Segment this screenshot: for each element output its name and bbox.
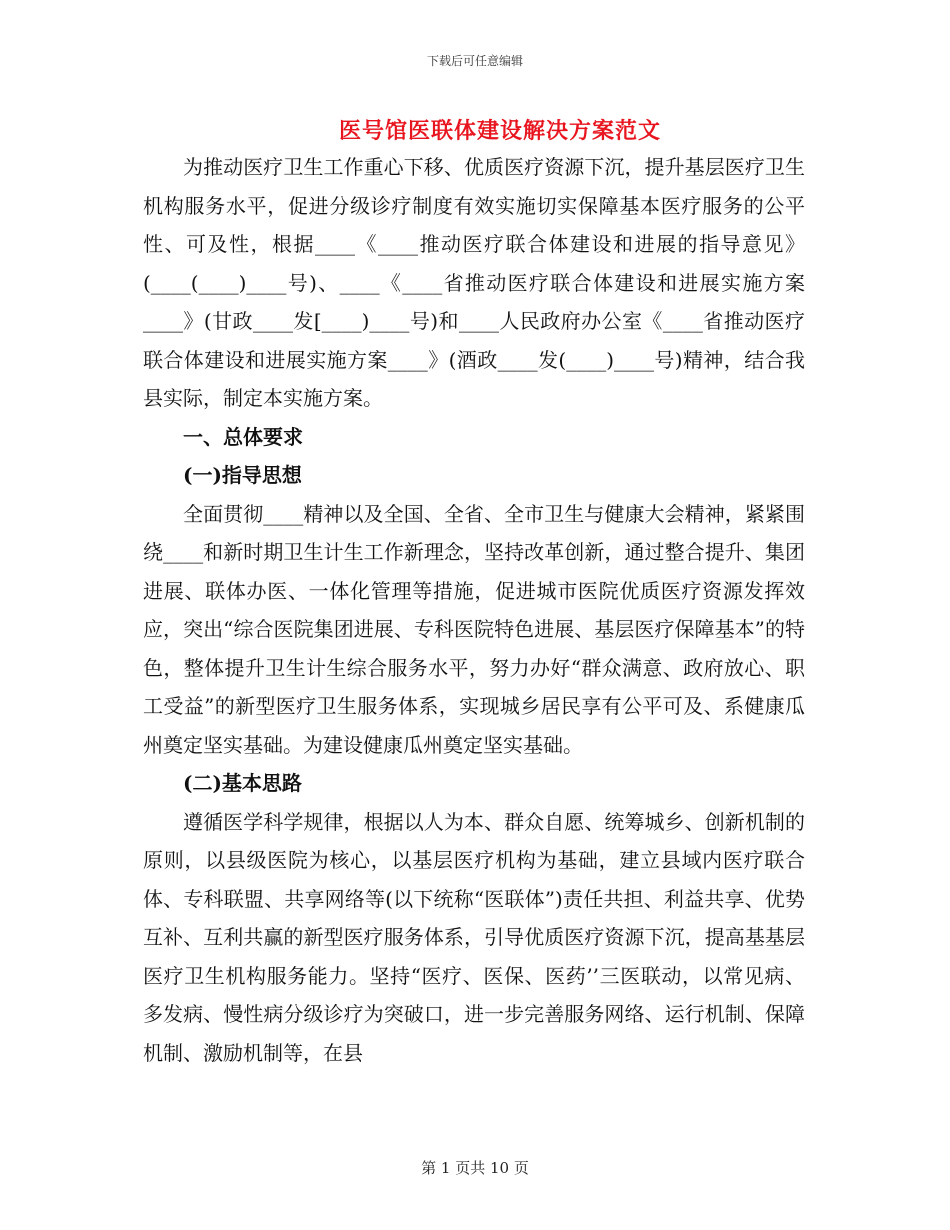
intro-paragraph: 为推动医疗卫生工作重心下移、优质医疗资源下沉，提升基层医疗卫生机构服务水平，促进分级诊疗制度有效实施切实保障基本医疗服务的公平性、可及性，根据____《____推动医疗联合体建设和进展的指导意见》(____(____)____号)、____《____省推动医疗联合体建设和进展实施方案____》(甘政____发[____)____号)和____人民政府办公室《____省推动医疗联合体建设和进展实施方案____》(酒政____发(____)____号)精神，结合我县实际，制定本实施方案。 [143, 155, 805, 410]
document-body [143, 148, 805, 1072]
basic-approach-paragraph: 遵循医学科学规律，根据以人为本、群众自愿、统筹城乡、创新机制的原则，以县级医院为核心，以基层医疗机构为基础，建立县域内医疗联合体、专科联盟、共享网络等(以下统称“医联体”)责任共担、利益共享、优势互补、互利共赢的新型医疗服务体系，引导优质医疗资源下沉，提高基基层医疗卫生机构服务能力。坚持“医疗、医保、医药’’三医联动，以常见病、多发病、慢性病分级诊疗为突破口，进一步完善服务网络、运行机制、保障机制、激励机制等，在县 [143, 809, 805, 1065]
page-header-note: 下载后可任意编辑 [426, 54, 523, 68]
page-footer-number: 第 1 页共 10 页 [421, 1159, 529, 1177]
subsection-heading-guiding-thought: (一)指导思想 [183, 463, 302, 487]
guiding-thought-paragraph: 全面贯彻____精神以及全国、全省、全市卫生与健康大会精神，紧紧围绕____和新时期卫生计生工作新理念，坚持改革创新，通过整合提升、集团进展、联体办医、一体化管理等措施，促进城市医院优质医疗资源发挥效应，突出“综合医院集团进展、专科医院特色进展、基层医疗保障基本”的特色，整体提升卫生计生综合服务水平，努力办好“群众满意、政府放心、职工受益”的新型医疗卫生服务体系，实现城乡居民享有公平可及、系健康瓜州奠定坚实基础。为建设健康瓜州奠定坚实基础。 [143, 501, 805, 757]
document-title: 医号馆医联体建设解决方案范文 [338, 118, 661, 144]
section-heading-overall-requirements: 一、总体要求 [183, 424, 303, 449]
subsection-heading-basic-approach: (二)基本思路 [183, 771, 302, 795]
